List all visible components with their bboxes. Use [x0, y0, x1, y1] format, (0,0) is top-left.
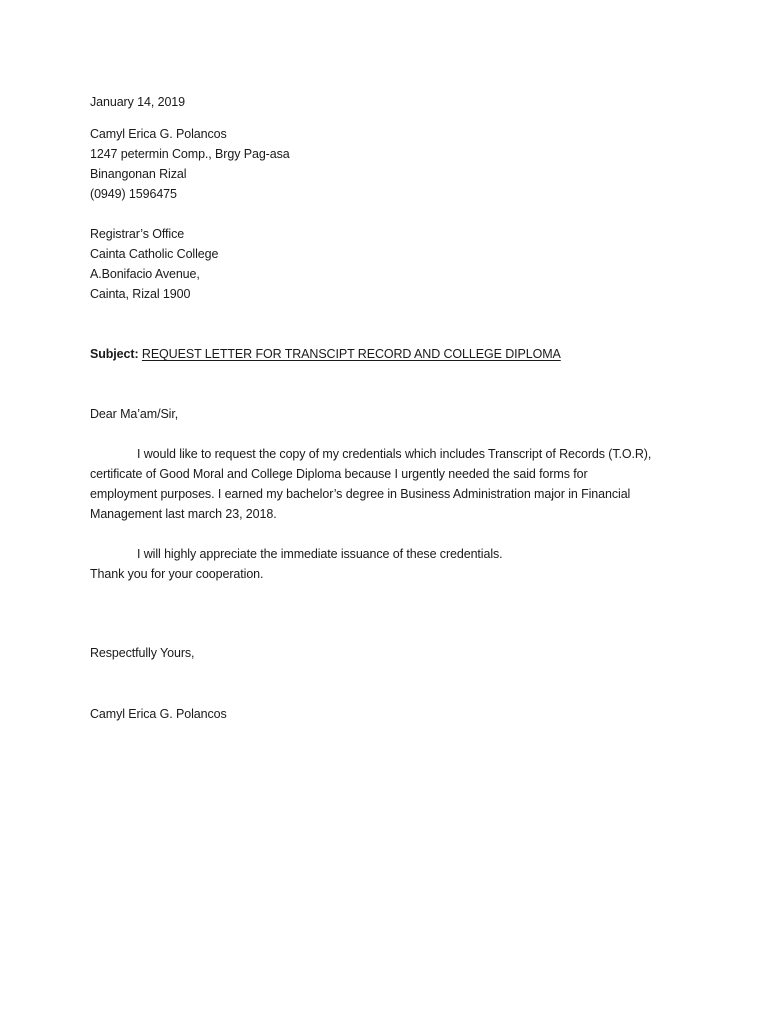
body-paragraph1-line4: Management last march 23, 2018. — [90, 507, 277, 521]
body-paragraph1-line3: employment purposes. I earned my bachelor’s degree in Business Administration major in Financial — [90, 487, 631, 501]
closing: Respectfully Yours, — [90, 646, 195, 660]
subject-text: REQUEST LETTER FOR TRANSCIPT RECORD AND COLLEGE DIPLOMA — [141, 347, 561, 361]
salutation: Dear Ma’am/Sir, — [90, 407, 179, 421]
subject-label: Subject: — [90, 347, 139, 361]
sender-phone: (0949) 1596475 — [90, 187, 177, 201]
subject-line — [90, 344, 561, 364]
body-paragraph1-line1: I would like to request the copy of my credentials which includes Transcript of Records (T.O.R), — [137, 447, 652, 461]
recipient-street: A.Bonifacio Avenue, — [90, 267, 200, 281]
body-paragraph2-line1: I will highly appreciate the immediate issuance of these credentials. — [137, 547, 503, 561]
body-paragraph1-line2: certificate of Good Moral and College Diploma because I urgently needed the said forms for — [90, 467, 588, 481]
recipient-office: Registrar’s Office — [90, 227, 185, 241]
sender-address-line1: 1247 petermin Comp., Brgy Pag-asa — [90, 147, 290, 161]
sender-address-line2: Binangonan Rizal — [90, 167, 187, 181]
signature-name: Camyl Erica G. Polancos — [90, 707, 227, 721]
recipient-institution: Cainta Catholic College — [90, 247, 219, 261]
body-paragraph2-line2: Thank you for your cooperation. — [90, 567, 264, 581]
sender-name: Camyl Erica G. Polancos — [90, 127, 227, 141]
letter-date: January 14, 2019 — [90, 95, 186, 109]
recipient-city: Cainta, Rizal 1900 — [90, 287, 191, 301]
